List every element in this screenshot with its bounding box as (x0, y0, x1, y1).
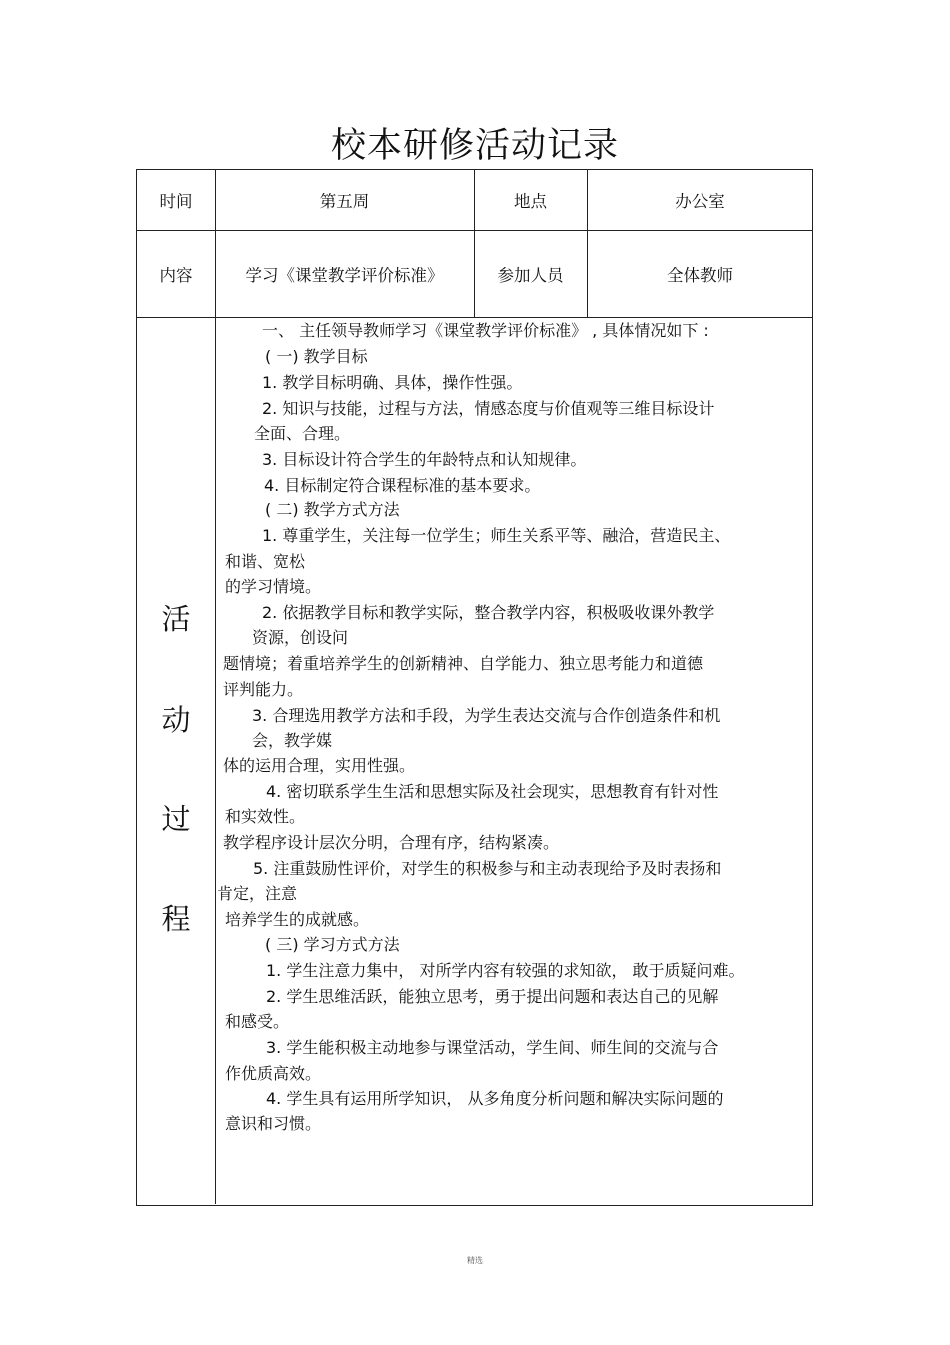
process-line: 全面、合理。 (254, 424, 351, 443)
process-line: 体的运用合理，实用性强。 (223, 756, 416, 775)
content-value: 学习《课堂教学评价标准》 (245, 265, 444, 285)
process-line: 的学习情境。 (225, 577, 322, 596)
process-line: 作优质高效。 (225, 1064, 322, 1083)
process-line: 和谐、宽松 (225, 552, 306, 571)
process-line: 评判能力。 (223, 680, 304, 699)
process-line: 3. 学生能积极主动地参与课堂活动，学生间、师生间的交流与合 (266, 1038, 719, 1057)
process-line: ( 一) 教学目标 (265, 347, 368, 366)
process-line: 4. 学生具有运用所学知识， 从多角度分析问题和解决实际问题的 (266, 1089, 724, 1108)
place-label: 地点 (514, 192, 547, 211)
process-line: 和感受。 (225, 1012, 290, 1031)
process-line: 3. 合理选用教学方法和手段，为学生表达交流与合作创造条件和机 (252, 706, 721, 725)
process-line: 培养学生的成就感。 (225, 910, 370, 929)
process-line: 1. 学生注意力集中， 对所学内容有较强的求知欲， 敢于质疑问难。 (266, 961, 745, 980)
process-line: 1. 尊重学生，关注每一位学生；师生关系平等、融洽，营造民主、 (262, 526, 731, 545)
process-label-char: 动 (161, 703, 191, 737)
time-label: 时间 (159, 192, 193, 211)
footer-mark: 精选 (467, 1256, 483, 1265)
process-line: 和实效性。 (225, 807, 306, 826)
process-line: 教学程序设计层次分明，合理有序，结构紧凑。 (223, 833, 560, 852)
process-line: 3. 目标设计符合学生的年龄特点和认知规律。 (262, 450, 587, 469)
process-line: 2. 学生思维活跃，能独立思考，勇于提出问题和表达自己的见解 (266, 987, 719, 1006)
time-value: 第五周 (319, 192, 370, 211)
process-label-char: 过 (161, 802, 191, 836)
participants-label: 参加人员 (497, 265, 564, 285)
process-line: 2. 依据教学目标和教学实际，整合教学内容，积极吸收课外教学 (262, 603, 715, 622)
place-value: 办公室 (675, 192, 725, 211)
process-line: 4. 目标制定符合课程标准的基本要求。 (264, 476, 541, 495)
content-label: 内容 (159, 265, 193, 285)
process-line: 肯定，注意 (217, 884, 298, 903)
process-label-char: 活 (161, 602, 191, 636)
participants-value: 全体教师 (667, 265, 733, 285)
process-line: 资源，创设问 (252, 628, 349, 647)
process-line: 意识和习惯。 (225, 1114, 322, 1133)
process-line: 1. 教学目标明确、具体，操作性强。 (262, 373, 523, 392)
process-line: 题情境；着重培养学生的创新精神、自学能力、独立思考能力和道德 (223, 654, 704, 673)
activity-record-table (136, 169, 813, 1206)
row-divider (137, 317, 812, 318)
process-line: ( 三) 学习方式方法 (265, 935, 400, 954)
process-line: 会，教学媒 (252, 731, 333, 750)
page-title: 校本研修活动记录 (330, 126, 619, 166)
process-line: ( 二) 教学方式方法 (265, 500, 400, 519)
process-label-char: 程 (161, 902, 191, 936)
process-line: 4. 密切联系学生生活和思想实际及社会现实，思想教育有针对性 (266, 782, 719, 801)
process-line: 2. 知识与技能，过程与方法，情感态度与价值观等三维目标设计 (262, 399, 715, 418)
process-line: 5. 注重鼓励性评价，对学生的积极参与和主动表现给予及时表扬和 (253, 859, 722, 878)
column-divider (215, 170, 216, 1204)
process-line: 一、 主任领导教师学习《课堂教学评价标准》 , 具体情况如下 : (262, 321, 709, 340)
